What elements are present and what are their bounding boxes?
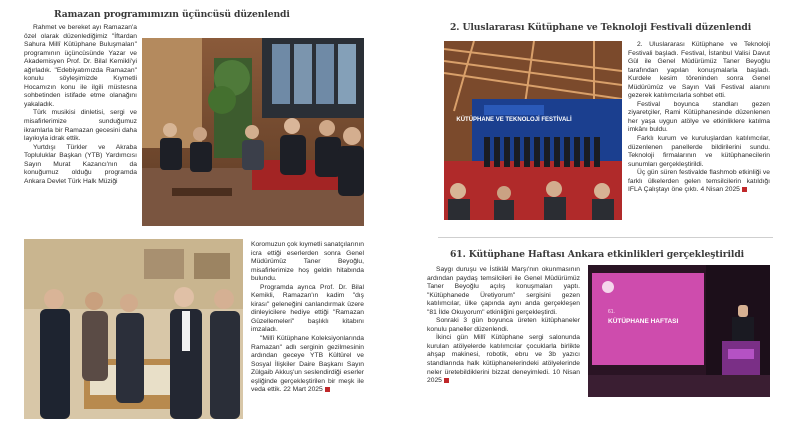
article-1-continuation [251, 241, 364, 395]
article-1-continuation-paragraph: Koromuzun çok kıymetli sanatçılarının icra ettiği eserlerden sonra Genel Müdürümüz Taner Beyoğlu, misafirlerimize hoş geldin hitabında bulundu. [251, 241, 364, 283]
article-3-paragraph [427, 334, 580, 385]
end-marker-icon [325, 387, 330, 392]
article-3-closing-text: İkinci gün Millî Kütüphane sergi salonunda kurulan atölyelerde katılımcılar çocuklarla birlikte ahşap makinesi, robotik, ebru ve 3b yazıcı standlarında halk kütüphanelerindeki atölyelerinde neler üretebildiklerini bizzat deneyimledi. 10 Nisan 2025 [427, 334, 580, 385]
article-1-title: Ramazan programımızın üçüncüsü düzenlendi [54, 9, 290, 20]
article-2-paragraph: 2. Uluslararası Kütüphane ve Teknoloji Festivali başladı. Festival, İstanbul Valisi Davut Gül ile Genel Müdürümüz Taner Beyoğlu tarafından yapılan konuşmalarla başladı. Kurdele kesim töreninden sonra Genel Müdürümüz ve Sayın Vali Festival alanını gezerek katılımcılarla sohbet etti. [628, 41, 770, 100]
article-2-paragraph [628, 169, 770, 195]
article-1-paragraph: Türk musikisi dinletisi, sergi ve misafirlerimize sunduğumuz ikramlarla bir Ramazan gecesini daha layıkıyla idrak ettik. [24, 109, 137, 143]
end-marker-icon [742, 187, 747, 192]
article-3-body [427, 266, 580, 386]
article-3-paragraph: Saygı duruşu ve İstiklâl Marşı'nın okunmasının ardından paydaş temsilcileri ile Genel Müdürümüz Taner Beyoğlu açılış konuşmaları yaptı. "Kütüphanede Üretiyorum" sergisini gezen katılımcılar, ülke çapında aynı anda gerçekleşen "81 İlde Okuyorum" etkinliğini gerçekleştirdi. [427, 266, 580, 316]
article-2-closing-text: Üç gün süren festivalde flashmob etkinliği ve farklı ülkelerden gelen temsilcilerin katıldığı IFLA Çalıştayı öne çıktı. 4 Nisan 2025 [628, 169, 770, 194]
article-2-title: 2. Uluslararası Kütüphane ve Teknoloji Festivali düzenlendi [450, 22, 752, 33]
article-2-body [628, 41, 770, 195]
article-1-paragraph: Rahmet ve bereket ayı Ramazan'a özel olarak düzenlediğimiz "İftardan Sahura Millî Kütüphane Buluşmaları" programının üçüncüsünde Yazar ve Akademisyen Prof. Dr. Bilal Kemikli'yi ağırladık. "Edebiyatımızda Ramazan" konulu söyleşimizde Kıymetli Hocamızın konu ile ilgili müstesna sohbetinden istifade etme olanağını yakaladık. [24, 24, 137, 108]
article-1-paragraph: Yurtdışı Türkler ve Akraba Topluluklar Başkan (YTB) Yardımcısı Sayın Murat Kazancı'nın da konuğumuz olduğu programda Ankara Devlet Türk Halk Müziği [24, 143, 137, 185]
article-2-photo-festival [444, 41, 622, 220]
article-2-paragraph: Festival boyunca standları gezen ziyaretçiler, Rami Kütüphanesinde düzenlenen her yaşa uygun atölye ve etkinliklere katılma imkânı buldu. [628, 100, 770, 134]
article-1-closing-text: "Millî Kütüphane Koleksiyonlarında Ramazan" adlı serginin gezilmesinin ardından geceye YTB Kültürel ve Sosyal İlişkiler Daire Başkanı Sayın Zülgaib Akkuş'un seslendirdiği eserler eşliğinde gerçekleştirilen bir meşk ile veda ettik. 22 Mart 2025 [251, 335, 364, 394]
article-3-title: 61. Kütüphane Haftası Ankara etkinlikleri gerçekleştirildi [450, 249, 745, 260]
screen-number-text: 61. [608, 309, 615, 315]
end-marker-icon [444, 378, 449, 383]
article-1-photo-exhibition [24, 239, 243, 419]
section-divider [438, 237, 773, 238]
article-3-photo-stage [588, 265, 770, 397]
article-3-paragraph: Sonraki 3 gün boyunca üreten kütüphaneler konulu paneller düzenlendi. [427, 317, 580, 333]
article-1-photo-panel [142, 38, 364, 226]
festival-banner-text: KÜTÜPHANE VE TEKNOLOJİ FESTİVALİ [456, 117, 572, 123]
article-2-paragraph: Farklı kurum ve kuruluşlardan katılımcılar, düzenlenen panellerde bildirilerini sundu. Teknoloji firmalarının ve kütüphanecilerin sunumları gerçekleştirildi. [628, 135, 770, 168]
article-1-continuation-paragraph: Programda ayrıca Prof. Dr. Bilal Kemikli, Ramazan'ın kadim "dış kirası" geleneğini canlandırmak üzere dinleyicilere hediye ettiği "Ramazan Güzellemeleri" başlıklı kitabını imzaladı. [251, 283, 364, 334]
screen-title-text: KÜTÜPHANE HAFTASI [608, 318, 679, 325]
article-1-body [24, 24, 137, 186]
article-1-continuation-paragraph [251, 335, 364, 395]
